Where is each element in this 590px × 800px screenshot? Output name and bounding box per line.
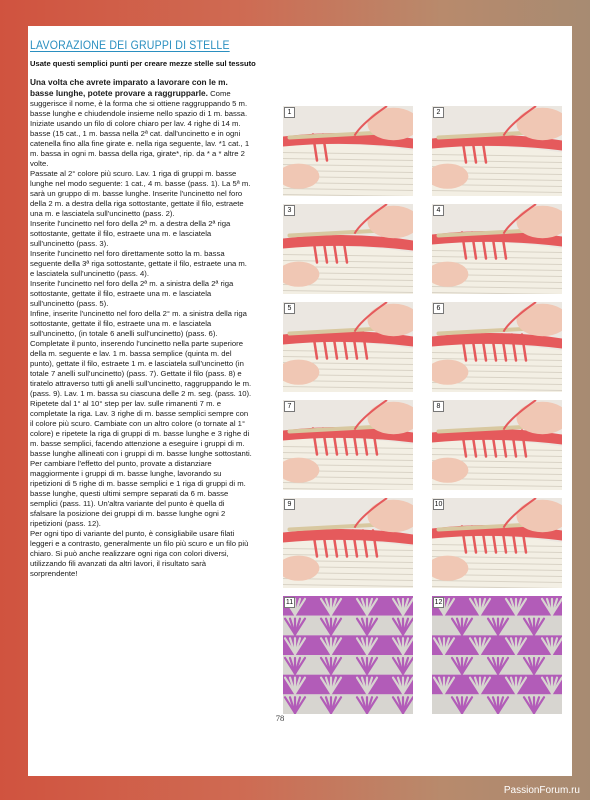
paragraph-6: Infine, inserite l'uncinetto nel foro della 2° m. a sinistra della riga sottostante, gettate il filo, estraete una m. e lasciatela sull'uncinetto, (in totale 6 anelli sull'uncinetto) (pass. 6). (30, 309, 247, 338)
swatch-photo-12 (432, 596, 562, 714)
paragraph-7: Completate il punto, inserendo l'uncinetto nella parte superiore della m. seguente e lav. 1 m. bassa semplice (quinta m. del punto), gettate il filo, estraete 1 m. e lasciatela sull'uncinetto (in totale 7 anelli sull'uncinetto) (pass. 7). Gettate il filo (pass. 8) e tiratelo attraverso tutti gli anelli sull'uncinetto, raggruppando le m. (pass. 9). Lav. 1 m. bassa su ciascuna delle 2 m. seg. (pass. 10). (30, 339, 252, 398)
step-photo-8 (432, 400, 562, 490)
step-number: 8 (433, 401, 444, 412)
step-illustration (432, 400, 562, 490)
step-number: 4 (433, 205, 444, 216)
step-number: 2 (433, 107, 444, 118)
step-photo-2 (432, 106, 562, 196)
step-illustration (432, 498, 562, 588)
step-illustration (283, 400, 413, 490)
swatch-photo-11 (283, 596, 413, 714)
step-number: 12 (434, 599, 443, 606)
article-title: LAVORAZIONE DEI GRUPPI DI STELLE (30, 38, 230, 52)
watermark: PassionForum.ru (503, 785, 580, 796)
step-number: 1 (284, 107, 295, 118)
step-photo-4 (432, 204, 562, 294)
step-illustration (432, 302, 562, 392)
step-photo-10 (432, 498, 562, 588)
step-photo-3 (283, 204, 413, 294)
step-illustration (283, 106, 413, 196)
paragraph-lead (30, 77, 252, 169)
page-number: 78 (275, 713, 285, 723)
article-body (30, 77, 252, 579)
step-number: 3 (284, 205, 295, 216)
paragraph-8: Ripetete dal 1° al 10° step per lav. sulle rimanenti 7 m. e completate la riga. Lav. 3 righe di m. basse semplici sempre con il colore più scuro. Cambiate con un altro colore (o tornate al 1° colore) e ripetete la riga di gruppi di m. basse lunghe e 3 righe di m. basse semplici, facendo attenzione a eseguire i gruppi di m. basse lunghe allineati con i gruppi di m. basse lunghe sottostanti. (30, 399, 252, 458)
step-number: 11 (285, 599, 294, 606)
paragraph-9: Per cambiare l'effetto del punto, provate a distanziare maggiormente i gruppi di m. basse lunghe, lavorando su ripetizioni di 5 righe di m. basse semplici e 1 riga di gruppi di m. basse lunghe, questi ultimi sempre separati da 6 m. basse semplici (pass. 11). Un'altra variante del punto è quella di sfalsare la posizione dei gruppi di m. basse lunghe ogni 2 ripetizioni (pass. 12). (30, 459, 246, 528)
step-photo-1 (283, 106, 413, 196)
step-illustration (283, 204, 413, 294)
paragraph-4: Inserite l'uncinetto nel foro direttamente sotto la m. bassa seguente della 3ª riga sottostante, gettate il filo, estraete una m. e lasciatela sull'uncinetto (pass. 4). (30, 249, 247, 278)
step-illustration (283, 498, 413, 588)
paragraph-10: Per ogni tipo di variante del punto, è consigliabile usare filati leggeri e a contrasto, generalmente un filo più scuro e un filo più chiaro. Si può anche realizzare ogni riga con colori diversi, utilizzando fili avanzati da altri lavori, il risultato sarà sorprendente! (30, 529, 249, 578)
paragraph-3: Inserite l'uncinetto nel foro della 2ª m. a destra della 2ª riga sottostante, gettate il filo, estraete una m. e lasciatela sull'uncinetto (pass. 3). (30, 219, 231, 248)
step-photo-6 (432, 302, 562, 392)
step-number: 9 (284, 499, 295, 510)
step-number: 10 (434, 501, 443, 508)
paragraph-5: Inserite l'uncinetto nel foro della 2ª m. a sinistra della 2ª riga sottostante, gettate il filo, estraete una m. e lasciatela sull'uncinetto (pass. 5). (30, 279, 234, 308)
paragraph-2: Passate al 2° colore più scuro. Lav. 1 riga di gruppi m. basse lunghe nel modo seguente: 1 cat., 4 m. basse (pass. 1). La 5ª m. sarà un gruppo di m. basse lunghe. Inserite l'uncinetto nel foro della 2 m. a destra della riga sottostante, gettate il filo, estraete una m. e lasciatela sull'uncinetto (pass. 2). (30, 169, 251, 218)
step-photo-5 (283, 302, 413, 392)
swatch-illustration (283, 596, 413, 714)
swatch-illustration (432, 596, 562, 714)
step-illustration (283, 302, 413, 392)
article-subtitle: Usate questi semplici punti per creare mezze stelle sul tessuto (30, 59, 256, 68)
step-illustration (432, 106, 562, 196)
step-photo-7 (283, 400, 413, 490)
step-number: 5 (284, 303, 295, 314)
step-illustration (432, 204, 562, 294)
lead-text: Una volta che avrete imparato a lavorare con le m. basse lunghe, potete provare a raggrupparle. (30, 77, 228, 98)
step-number: 6 (433, 303, 444, 314)
step-photo-9 (283, 498, 413, 588)
step-number: 7 (284, 401, 295, 412)
lead-rest-text: Come suggerisce il nome, è la forma che si ottiene raggruppando 5 m. basse lunghe e chiudendole insieme nello spazio di 1 m. bassa. Iniziate usando un filo di colore chiaro per lav. 4 righe di 14 m. basse (15 cat., 1 m. bassa nella 2ª cat. dall'uncinetto e in ogni catenella fino alla fine girate e. nella riga seguente, lav. *1 cat., 1 m. bassa in ogni m. bassa della riga, girate*, rip. da * a * altre 2 volte. (30, 89, 250, 168)
